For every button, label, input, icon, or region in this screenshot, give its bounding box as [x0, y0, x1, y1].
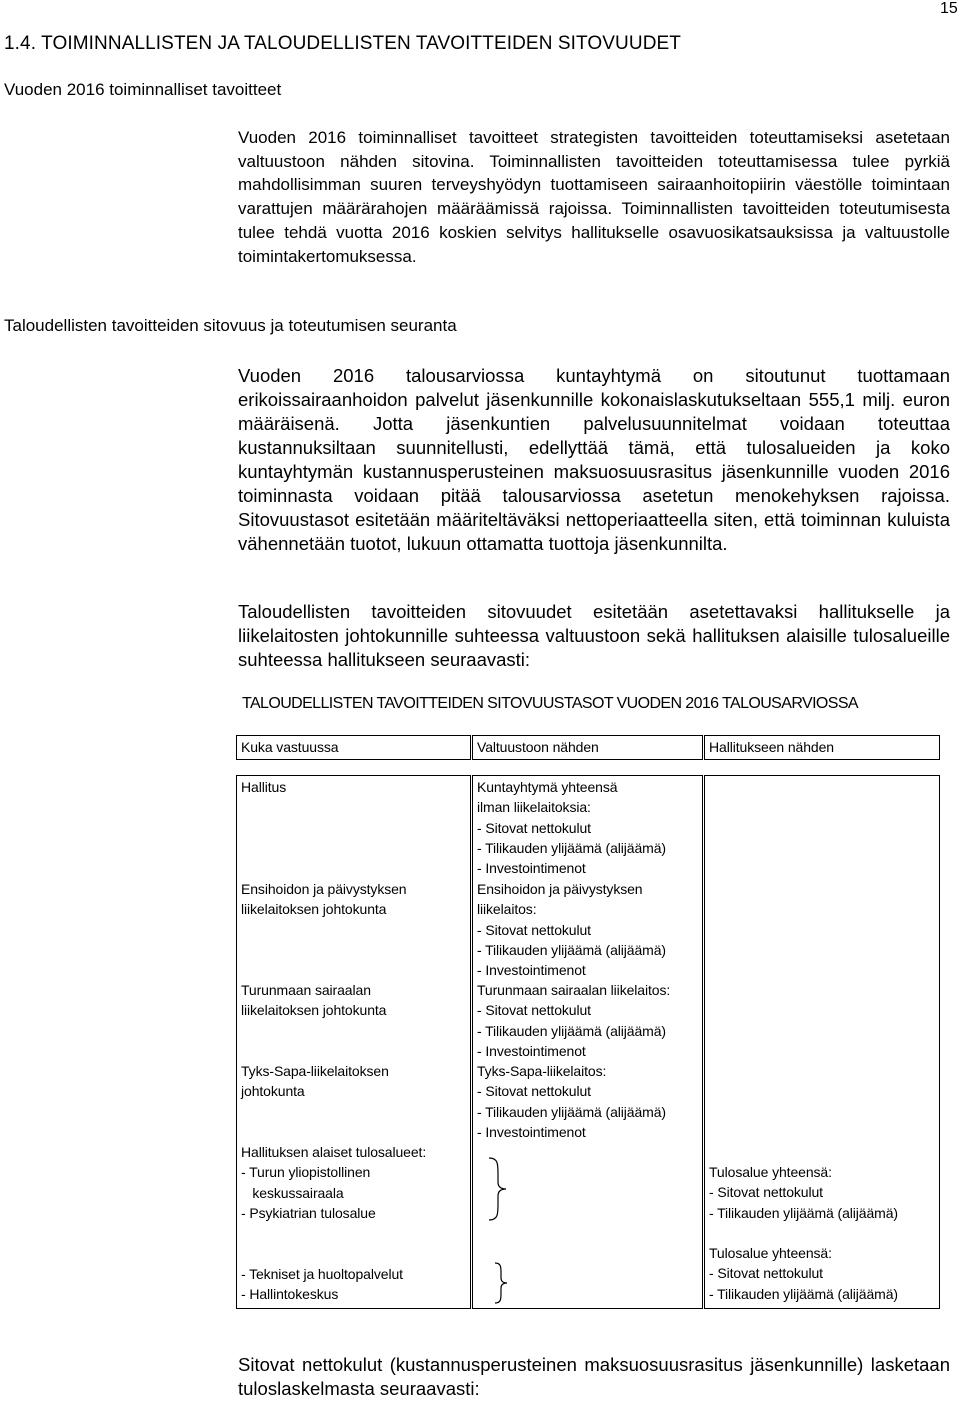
- page-number: 15: [940, 0, 958, 17]
- column-header: Valtuustoon nähden: [477, 739, 599, 755]
- table-cell-who: Tyks-Sapa-liikelaitoksen johtokunta: [241, 1063, 389, 1100]
- paragraph-binding-levels: Taloudellisten tavoitteiden sitovuudet esitetään asetettavaksi hallitukselle ja liikelaitosten johtokunnille suhteessa valtuustoon sekä hallituksen alaisille tulosalueille suhteessa hallitukseen seuraavasti:: [238, 601, 950, 670]
- table-cell-council: Ensihoidon ja päivystyksen liikelaitos: - Sitovat nettokulut - Tilikauden ylijäämä (alijäämä) - Investointimenot: [477, 881, 666, 979]
- table-cell-board: Tulosalue yhteensä: - Sitovat nettokulut - Tilikauden ylijäämä (alijäämä): [709, 1245, 898, 1302]
- table-title: TALOUDELLISTEN TAVOITTEIDEN SITOVUUSTASOT VUODEN 2016 TALOUSARVIOSSA: [242, 695, 858, 712]
- column-header: Hallitukseen nähden: [709, 739, 834, 755]
- table-cell-council: Kuntayhtymä yhteensä ilman liikelaitoksia: - Sitovat nettokulut - Tilikauden ylijäämä (alijäämä) - Investointimenot: [477, 779, 666, 877]
- column-header: Kuka vastuussa: [241, 739, 339, 755]
- section-heading: 1.4. TOIMINNALLISTEN JA TALOUDELLISTEN TAVOITTEIDEN SITOVUUDET: [4, 33, 681, 54]
- subheading-financial-goals: Taloudellisten tavoitteiden sitovuus ja toteutumisen seuranta: [4, 316, 457, 335]
- table-cell-council: Tyks-Sapa-liikelaitos: - Sitovat nettokulut - Tilikauden ylijäämä (alijäämä) - Investointimenot: [477, 1063, 666, 1140]
- table-cell-board: Tulosalue yhteensä: - Sitovat nettokulut - Tilikauden ylijäämä (alijäämä): [709, 1164, 898, 1221]
- subheading-operational-goals: Vuoden 2016 toiminnalliset tavoitteet: [4, 80, 282, 99]
- table-cell-who: Turunmaan sairaalan liikelaitoksen johtokunta: [241, 982, 387, 1019]
- paragraph-operational-goals: Vuoden 2016 toiminnalliset tavoitteet strategisten tavoitteiden toteuttamiseksi asetetaan valtuustoon nähden sitovina. Toiminnallisten tavoitteiden toteuttamisessa tulee pyrkiä mahdollisimman suuren terveyshyödyn tuottamiseen sairaanhoitopiirin väestölle toimintaan varattujen määrärahojen määräämissä rajoissa. Toiminnallisten tavoitteiden toteutumisesta tulee tehdä vuotta 2016 koskien selvitys hallitukselle osavuosikatsauksissa ja valtuustolle toimintakertomuksessa.: [238, 128, 950, 266]
- body-column-who: [236, 775, 471, 1309]
- table-cell-who: - Tekniset ja huoltopalvelut - Hallintokeskus: [241, 1266, 403, 1303]
- table-cell-who: Hallitus: [241, 779, 287, 795]
- table-cell-who: Ensihoidon ja päivystyksen liikelaitoksen johtokunta: [241, 881, 407, 918]
- table-cell-council: Turunmaan sairaalan liikelaitos: - Sitovat nettokulut - Tilikauden ylijäämä (alijäämä) - Investointimenot: [477, 982, 671, 1059]
- curly-brace-icon: [492, 1262, 512, 1304]
- curly-brace-icon: [486, 1156, 510, 1222]
- paragraph-budget-commitment: Vuoden 2016 talousarviossa kuntayhtymä on sitoutunut tuottamaan erikoissairaanhoidon palvelut jäsenkunnille kokonaislaskutukseltaan 555,1 milj. euron määräisenä. Jotta jäsenkuntien palvelusuunnitelmat voidaan toteuttaa kustannuksiltaan suunnitellusti, edellyttää tämä, että tulosalueiden ja koko kuntayhtymän kustannusperusteinen maksuosuusrasitus jäsenkunnille vuoden 2016 toiminnasta voidaan pitää talousarviossa asetetun menokehyksen rajoissa. Sitovuustasot esitetään määriteltäväksi nettoperiaatteella siten, että toiminnan kuluista vähennetään tuotot, lukuun ottamatta tuottoja jäsenkunnilta.: [238, 365, 950, 554]
- table-cell-who: Hallituksen alaiset tulosalueet: - Turun yliopistollinen keskussairaala - Psykiatrian tulosalue: [241, 1144, 427, 1221]
- body-column-board: [704, 775, 940, 1309]
- paragraph-net-costs: Sitovat nettokulut (kustannusperusteinen maksuosuusrasitus jäsenkunnille) lasketaan tuloslaskelmasta seuraavasti:: [238, 1354, 950, 1399]
